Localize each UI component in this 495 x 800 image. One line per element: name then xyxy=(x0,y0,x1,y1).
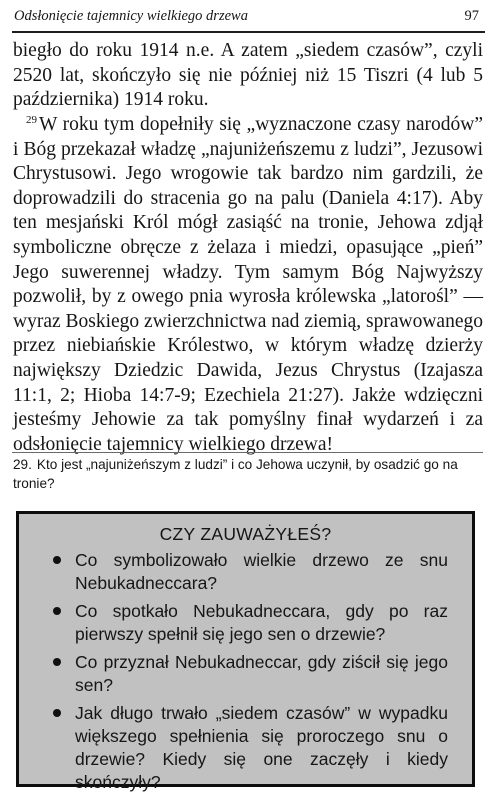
paragraph-number: 29 xyxy=(26,114,37,126)
question-text: Kto jest „najuniżeńszym z ludzi” i co Jehowa uczynił, by osadzić go na tronie? xyxy=(13,457,458,491)
paragraph-29 xyxy=(13,108,483,457)
review-question xyxy=(75,651,448,697)
page-header xyxy=(12,4,483,28)
review-question xyxy=(75,702,448,794)
review-question xyxy=(75,600,448,646)
page-number: 97 xyxy=(464,8,479,24)
review-question-text: Jak długo trwało „siedem czasów” w wypadku większego spełnienia się proroczego snu o drzewie? Kiedy się one zaczęły i kiedy skończyły? xyxy=(75,703,448,792)
paragraph-continuation: biegło do roku 1914 n.e. A zatem „siedem czasów”, czyli 2520 lat, skończyło się nie później niż 15 Tiszri (4 lub 5 października) 1914 roku. xyxy=(13,40,483,111)
header-rule xyxy=(12,31,485,33)
question-separator xyxy=(12,452,483,453)
review-question-text: Co przyznał Nebukadneccar, gdy ziścił się jego sen? xyxy=(75,652,448,695)
review-question-list xyxy=(19,549,472,794)
review-question-text: Co symbolizowało wielkie drzewo ze snu Nebukadneccara? xyxy=(75,550,448,593)
review-box xyxy=(16,511,475,792)
review-box-title: CZY ZAUWAŻYŁEŚ? xyxy=(159,524,332,544)
bullet-icon xyxy=(53,607,61,615)
review-question xyxy=(75,549,448,595)
question-number: 29. xyxy=(13,457,32,472)
bullet-icon xyxy=(53,658,61,666)
running-title: Odsłonięcie tajemnicy wielkiego drzewa xyxy=(14,8,248,24)
review-question-text: Co spotkało Nebukadneccara, gdy po raz pierwszy spełnił się jego sen o drzewie? xyxy=(75,601,448,644)
bullet-icon xyxy=(53,709,61,717)
paragraph-29-text: W roku tym dopełniły się „wyznaczone czasy narodów” i Bóg przekazał władzę „najuniżeńszemu z ludzi”, Jezusowi Chrystusowi. Jego wrogowie tak bardzo nim gardzili, że doprowadzili do stracenia go na palu (Daniela 4:17). Aby ten mesjański Król mógł zasiąść na tronie, Jehowa zdjął symboliczne obręcze z żelaza i miedzi, opasujące „pień” Jego suwerennej władzy. Tym samym Bóg Najwyższy pozwolił, by z owego pnia wyrosła królewska „latorośl” — wyraz Boskiego zwierzchnictwa nad ziemią, sprawowanego przez niebiańskie Królestwo, w którym władzę dzierży największy Dziedzic Dawida, Jezus Chrystus (Izajasza 11:1, 2; Hioba 14:7-9; Ezechiela 21:27). Jakże wdzięczni jesteśmy Jehowie za tak pomyślny finał wydarzeń i za odsłonięcie tajemnicy wielkiego drzewa! xyxy=(13,114,483,455)
study-question xyxy=(13,456,479,493)
bullet-icon xyxy=(53,556,61,564)
